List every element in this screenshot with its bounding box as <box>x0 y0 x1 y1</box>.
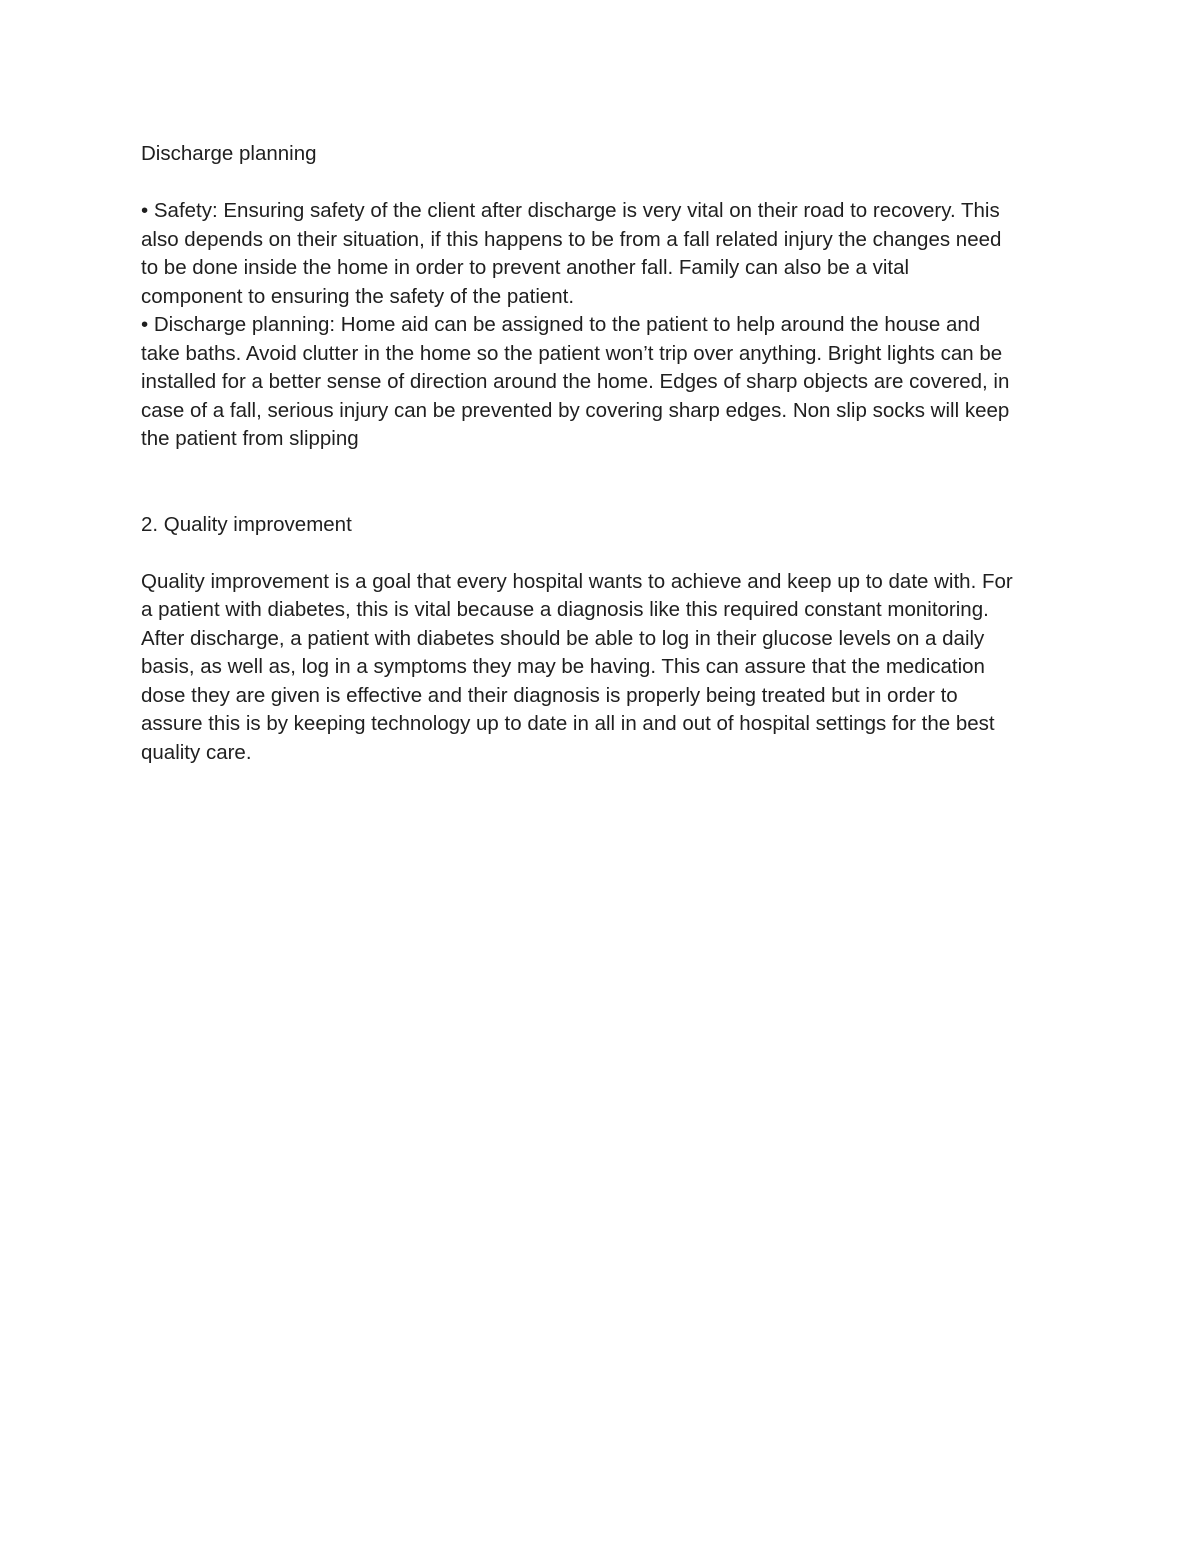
text-line: assure this is by keeping technology up to date in all in and out of hospital settings for the best <box>141 712 995 735</box>
text-line: a patient with diabetes, this is vital because a diagnosis like this required constant monitoring. <box>141 598 989 621</box>
spacer <box>141 169 1071 198</box>
text-line: the patient from slipping <box>141 427 359 450</box>
spacer <box>141 539 1071 568</box>
text-line: case of a fall, serious injury can be prevented by covering sharp edges. Non slip socks will keep <box>141 398 1010 422</box>
text-line: • Safety: Ensuring safety of the client after discharge is very vital on their road to recovery. This <box>141 199 1000 222</box>
document-body <box>141 140 1071 767</box>
text-line: Quality improvement is a goal that every hospital wants to achieve and keep up to date with. For <box>141 569 1013 593</box>
text-line: component to ensuring the safety of the patient. <box>141 284 575 308</box>
text-line: quality care. <box>141 740 252 764</box>
spacer <box>141 454 1071 511</box>
text-line: basis, as well as, log in a symptoms they may be having. This can assure that the medication <box>141 655 985 678</box>
text-line: installed for a better sense of direction around the home. Edges of sharp objects are covered, in <box>141 370 1010 393</box>
section-heading-discharge-planning: Discharge planning <box>141 142 317 165</box>
section-heading-quality-improvement: 2. Quality improvement <box>141 512 352 536</box>
text-line: take baths. Avoid clutter in the home so the patient won’t trip over anything. Bright lights can be <box>141 341 1003 365</box>
bullet-safety <box>141 197 1071 311</box>
bullet-discharge-planning <box>141 311 1071 454</box>
text-line: also depends on their situation, if this happens to be from a fall related injury the changes need <box>141 227 1002 251</box>
paragraph-quality-improvement <box>141 568 1071 768</box>
text-line: dose they are given is effective and their diagnosis is properly being treated but in order to <box>141 683 958 707</box>
text-line: to be done inside the home in order to prevent another fall. Family can also be a vital <box>141 256 910 279</box>
text-line: After discharge, a patient with diabetes should be able to log in their glucose levels on a daily <box>141 626 985 650</box>
text-line: • Discharge planning: Home aid can be assigned to the patient to help around the house and <box>141 313 981 336</box>
